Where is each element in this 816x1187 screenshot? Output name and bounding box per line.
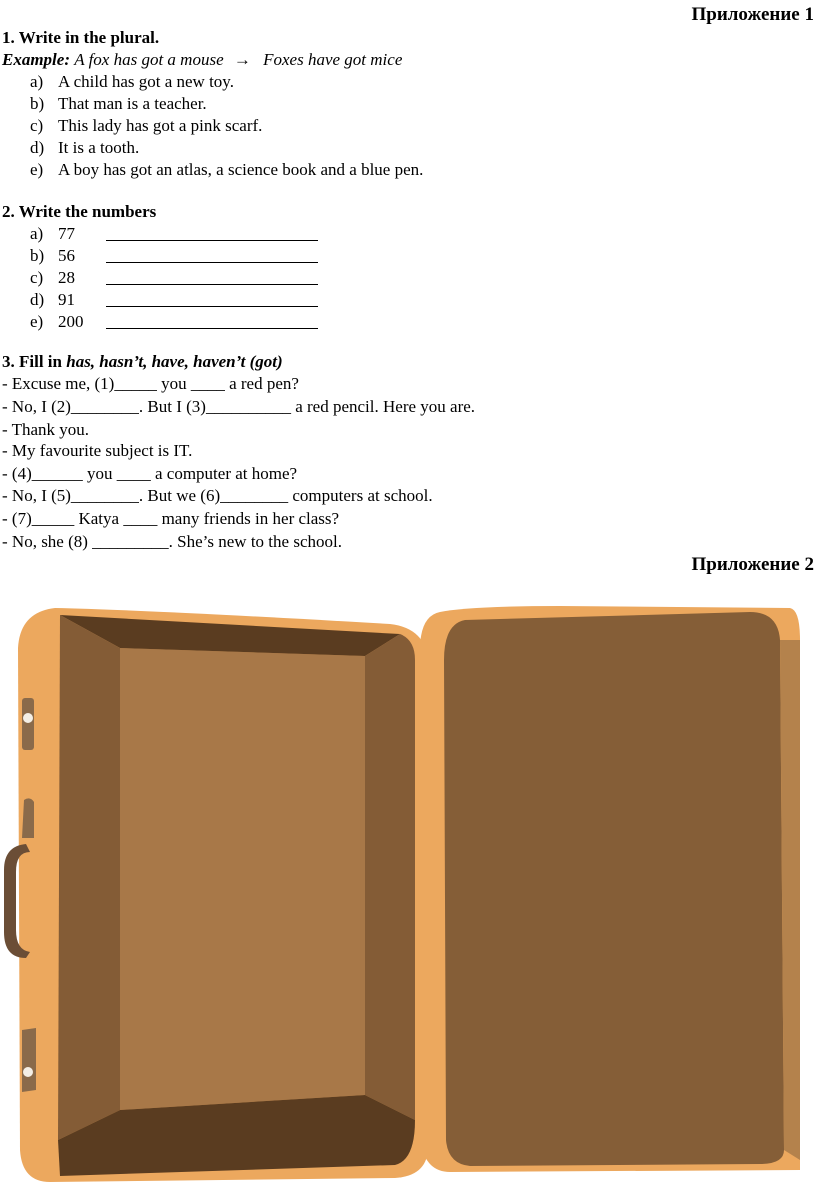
item-letter: e) bbox=[30, 312, 44, 331]
item-letter: d) bbox=[30, 138, 45, 157]
item-letter: b) bbox=[30, 94, 45, 113]
title-prefix: 3. Fill in bbox=[2, 352, 62, 371]
title-words: has, hasn’t, have, haven’t (got) bbox=[66, 352, 283, 371]
item-text: It is a tooth. bbox=[58, 138, 140, 157]
item-text: That man is a teacher. bbox=[58, 94, 207, 113]
dialogue-line: - Thank you. bbox=[2, 420, 90, 439]
item-letter: b) bbox=[30, 246, 45, 265]
dialogue-line: - Excuse me, (1)_____ you ____ a red pen? bbox=[2, 374, 299, 393]
example-answer: Foxes have got mice bbox=[263, 50, 403, 69]
item-number: 28 bbox=[58, 268, 75, 287]
item-letter: a) bbox=[30, 72, 44, 91]
exercise-1-title: 1. Write in the plural. bbox=[2, 28, 160, 47]
item-text: This lady has got a pink scarf. bbox=[58, 116, 263, 135]
example-label: Example: bbox=[2, 50, 70, 69]
item-letter: d) bbox=[30, 290, 45, 309]
item-number: 200 bbox=[58, 312, 84, 331]
dialogue-line: - No, I (2)________. But I (3)__________ a red pencil. Here you are. bbox=[2, 397, 476, 416]
dialogue-line: - My favourite subject is IT. bbox=[2, 441, 193, 460]
arrow-icon: → bbox=[233, 50, 251, 69]
dialogue-line: - No, I (5)________. But we (6)________ computers at school. bbox=[2, 486, 433, 505]
item-text: A boy has got an atlas, a science book and a blue pen. bbox=[58, 160, 424, 179]
item-text: A child has got a new toy. bbox=[58, 72, 234, 91]
exercise-2-title: 2. Write the numbers bbox=[2, 202, 157, 221]
item-letter: a) bbox=[30, 224, 44, 243]
item-letter: c) bbox=[30, 116, 44, 135]
appendix-2-heading: Приложение 2 bbox=[691, 554, 814, 575]
suitcase-lid bbox=[420, 606, 800, 1172]
suitcase-base bbox=[18, 608, 428, 1182]
item-number: 91 bbox=[58, 290, 75, 309]
dialogue-line: - No, she (8) _________. She’s new to the school. bbox=[2, 532, 342, 551]
item-letter: e) bbox=[30, 160, 44, 179]
dialogue-line: - (4)______ you ____ a computer at home? bbox=[2, 464, 298, 483]
example-sentence: A fox has got a mouse bbox=[74, 50, 224, 69]
item-number: 77 bbox=[58, 224, 75, 243]
dialogue-line: - (7)_____ Katya ____ many friends in her class? bbox=[2, 509, 340, 528]
item-letter: c) bbox=[30, 268, 44, 287]
appendix-1-heading: Приложение 1 bbox=[691, 4, 814, 25]
item-number: 56 bbox=[58, 246, 75, 265]
